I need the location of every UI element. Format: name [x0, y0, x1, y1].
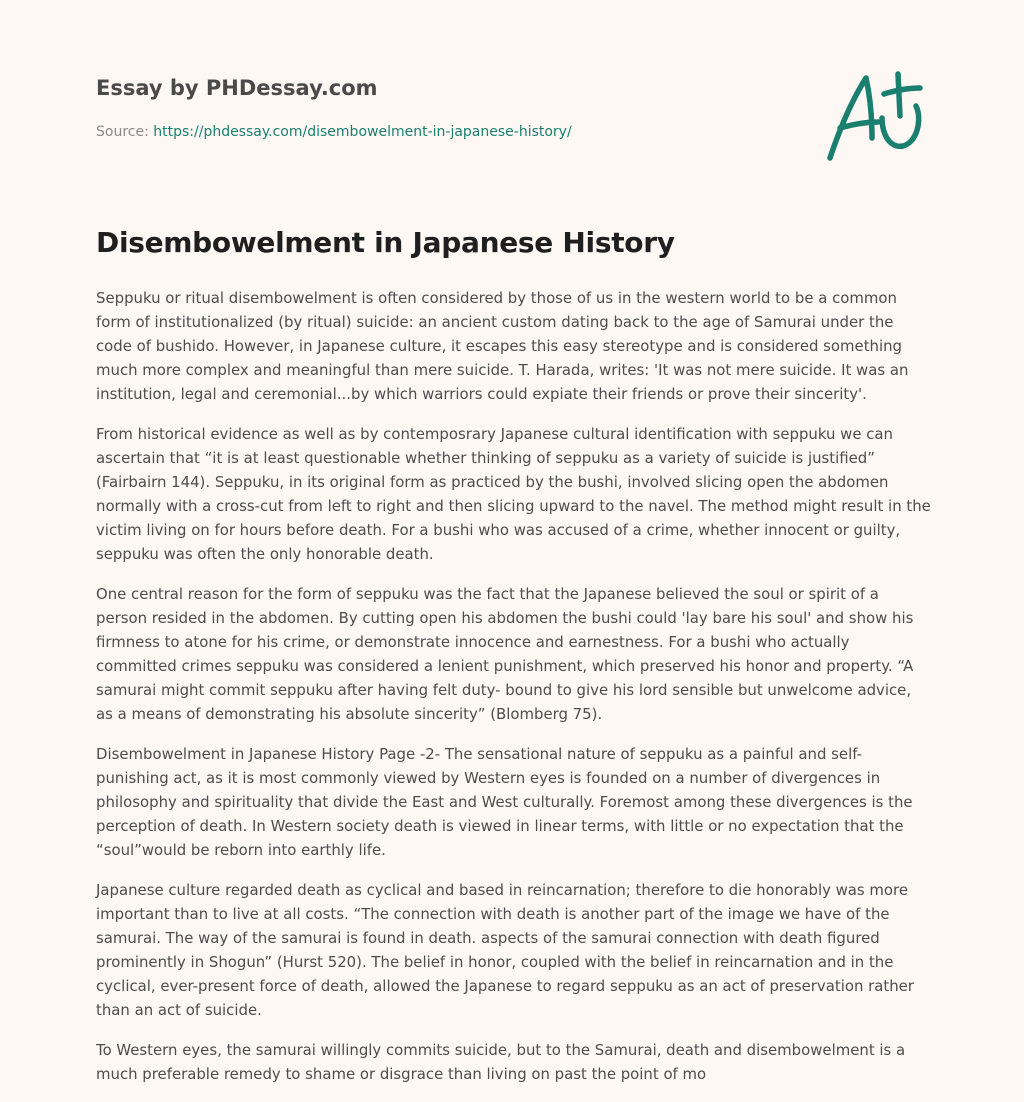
source-label: Source: [96, 124, 149, 140]
source-link[interactable]: https://phdessay.com/disembowelment-in-japanese-history/ [153, 124, 572, 140]
essay-paragraph: Japanese culture regarded death as cyclical and based in reincarnation; therefore to die honorably was more important than to live at all costs. “The connection with death is another part of the image we have of the samurai. The way of the samurai is found in death. aspects of the samurai connection with death figured prominently in Shogun” (Hurst 520). The belief in honor, coupled with the belief in reincarnation and in the cyclical, ever-present force of death, allowed the Japanese to regard seppuku as an act of preservation rather than an act of suicide. [96, 881, 914, 1019]
essay-body [96, 286, 932, 1102]
essay-paragraph: Disembowelment in Japanese History Page -2- The sensational nature of seppuku as a painful and self-punishing act, as it is most commonly viewed by Western eyes is founded on a number of divergences in philosophy and spirituality that divide the East and West culturally. Foremost among these divergences is the perception of death. In Western society death is viewed in linear terms, with little or no expectation that the “soul”would be reborn into earthly life. [96, 745, 913, 859]
site-brand: Essay by PHDessay.com [96, 76, 378, 100]
essay-paragraph: To Western eyes, the samurai willingly commits suicide, but to the Samurai, death and disembowelment is a much preferable remedy to shame or disgrace than living on past the point of mo [96, 1041, 906, 1083]
essay-paragraph: Seppuku or ritual disembowelment is often considered by those of us in the western world to be a common form of institutionalized (by ritual) suicide: an ancient custom dating back to the age of Samurai under the code of bushido. However, in Japanese culture, it escapes this easy stereotype and is considered something much more complex and meaningful than mere suicide. T. Harada, writes: 'It was not mere suicide. It was an institution, legal and ceremonial...by which warriors could expiate their friends or prove their sincerity'. [96, 289, 909, 403]
source-line [96, 124, 572, 140]
essay-title: Disembowelment in Japanese History [96, 226, 675, 259]
essay-paragraph: One central reason for the form of seppuku was the fact that the Japanese believed the soul or spirit of a person resided in the abdomen. By cutting open his abdomen the bushi could 'lay bare his soul' and show his firmness to atone for his crime, or demonstrate innocence and earnestness. For a bushi who actually committed crimes seppuku was considered a lenient punishment, which preserved his honor and property. “A samurai might commit seppuku after having felt duty- bound to give his lord sensible but unwelcome advice, as a means of demonstrating his absolute sincerity” (Blomberg 75). [96, 585, 914, 723]
essay-paragraph: From historical evidence as well as by contemposrary Japanese cultural identification with seppuku we can ascertain that “it is at least questionable whether thinking of seppuku as a variety of suicide is justified” (Fairbairn 144). Seppuku, in its original form as practiced by the bushi, involved slicing open the abdomen normally with a cross-cut from left to right and then slicing upward to the navel. The method might result in the victim living on for hours before death. For a bushi who was accused of a crime, whether innocent or guilty, seppuku was often the only honorable death. [96, 425, 931, 563]
a-plus-logo-icon [820, 66, 930, 166]
